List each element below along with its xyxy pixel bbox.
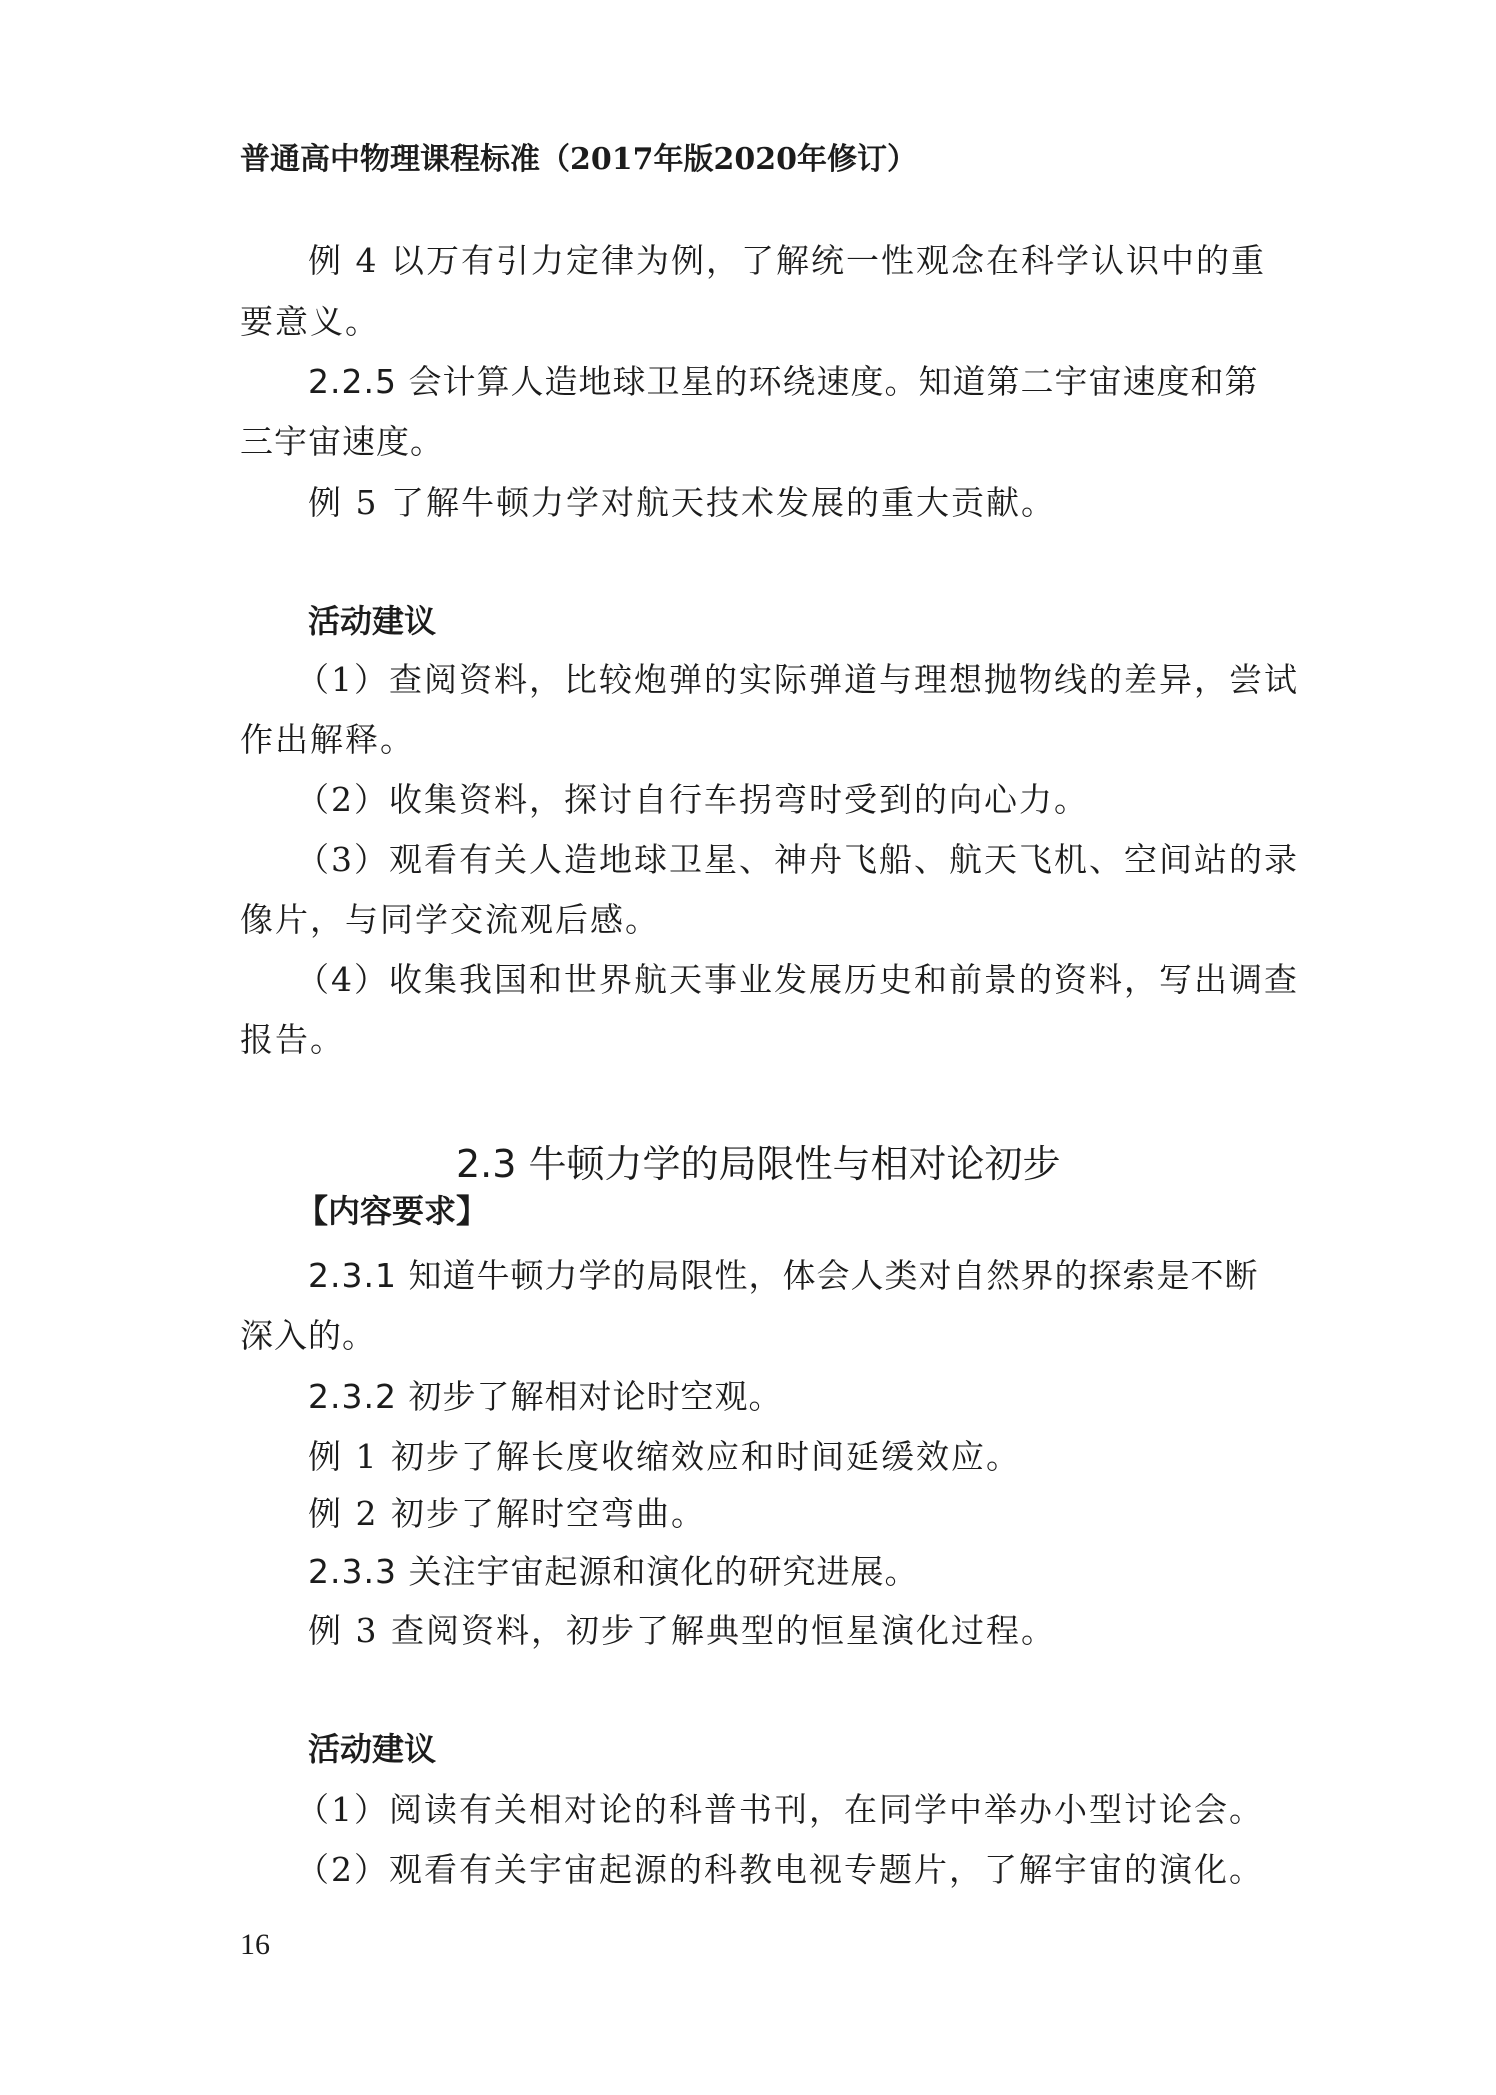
activity-2-1: （1）阅读有关相对论的科普书刊，在同学中举办小型讨论会。 <box>296 1790 1264 1829</box>
item-2-2-5-line-2: 三宇宙速度。 <box>240 422 444 461</box>
content-requirements-heading: 【内容要求】 <box>296 1192 489 1230</box>
item-2-3-1-line-2: 深入的。 <box>240 1316 376 1355</box>
activities-heading-1: 活动建议 <box>308 602 437 640</box>
activity-1-line-2: 作出解释。 <box>240 720 415 759</box>
section-title: 2.3 牛顿力学的局限性与相对论初步 <box>456 1142 1061 1186</box>
example-4-line-2: 要意义。 <box>240 302 380 341</box>
example-3: 例 3 查阅资料，初步了解典型的恒星演化过程。 <box>308 1611 1056 1650</box>
item-2-3-1-line-1: 2.3.1 知道牛顿力学的局限性，体会人类对自然界的探索是不断 <box>308 1256 1259 1295</box>
activity-3-line-1: （3）观看有关人造地球卫星、神舟飞船、航天飞机、空间站的录 <box>296 840 1299 879</box>
example-1: 例 1 初步了解长度收缩效应和时间延缓效应。 <box>308 1437 1021 1476</box>
activity-2: （2）收集资料，探讨自行车拐弯时受到的向心力。 <box>296 780 1089 819</box>
item-2-3-3: 2.3.3 关注宇宙起源和演化的研究进展。 <box>308 1552 919 1591</box>
example-2: 例 2 初步了解时空弯曲。 <box>308 1494 706 1533</box>
example-4-line-1: 例 4 以万有引力定律为例，了解统一性观念在科学认识中的重 <box>308 241 1266 280</box>
item-2-3-2: 2.3.2 初步了解相对论时空观。 <box>308 1377 783 1416</box>
page-number: 16 <box>240 1928 270 1961</box>
item-2-2-5-line-1: 2.2.5 会计算人造地球卫星的环绕速度。知道第二宇宙速度和第 <box>308 362 1259 401</box>
example-5: 例 5 了解牛顿力学对航天技术发展的重大贡献。 <box>308 483 1056 522</box>
activity-4-line-1: （4）收集我国和世界航天事业发展历史和前景的资料，写出调查 <box>296 960 1299 999</box>
running-header: 普通高中物理课程标准（2017年版2020年修订） <box>240 142 917 177</box>
activity-1-line-1: （1）查阅资料，比较炮弹的实际弹道与理想抛物线的差异，尝试 <box>296 660 1299 699</box>
activity-2-2: （2）观看有关宇宙起源的科教电视专题片，了解宇宙的演化。 <box>296 1850 1264 1889</box>
activities-heading-2: 活动建议 <box>308 1730 437 1768</box>
activity-4-line-2: 报告。 <box>240 1020 345 1059</box>
activity-3-line-2: 像片，与同学交流观后感。 <box>240 900 660 939</box>
